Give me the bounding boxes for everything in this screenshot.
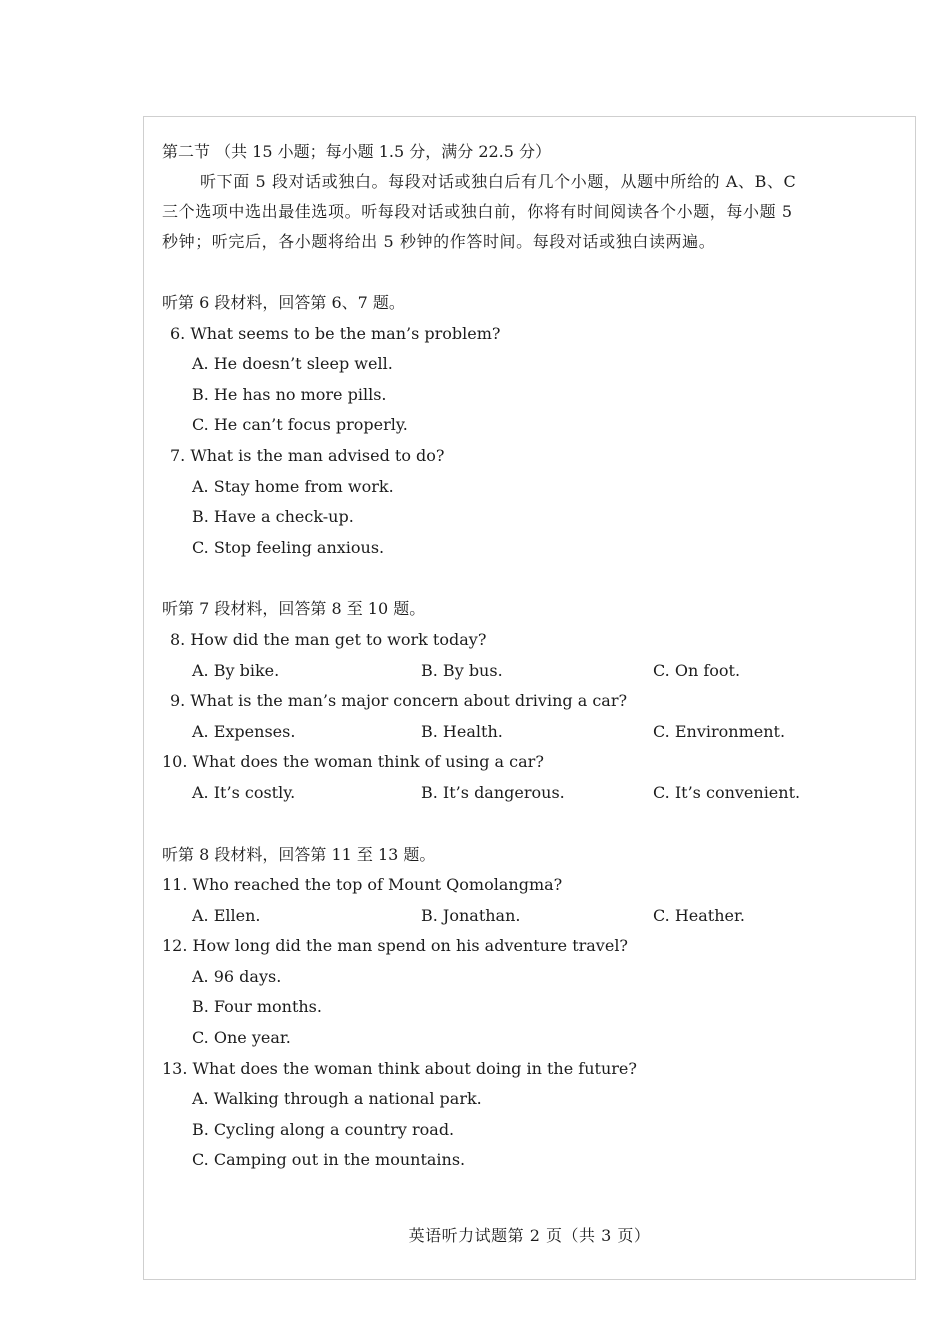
page-content xyxy=(162,137,874,1176)
option-8b: B. By bus. xyxy=(421,660,503,680)
option-8a: A. By bike. xyxy=(192,660,280,680)
question-11: 11. Who reached the top of Mount Qomolangma? xyxy=(162,875,563,895)
exam-page xyxy=(143,116,916,1280)
option-6b: B. He has no more pills. xyxy=(192,384,387,404)
option-8c: C. On foot. xyxy=(653,660,741,680)
options-row-10 xyxy=(162,778,874,809)
group-heading-7: 听第 7 段材料，回答第 8 至 10 题。 xyxy=(162,599,426,619)
question-9: 9. What is the man’s major concern about driving a car? xyxy=(170,691,628,711)
options-row-8 xyxy=(162,656,874,687)
option-10b: B. It’s dangerous. xyxy=(421,782,565,802)
question-8: 8. How did the man get to work today? xyxy=(170,629,487,649)
section-instructions-line-1: 听下面 5 段对话或独白。每段对话或独白后有几个小题，从题中所给的 A、B、C xyxy=(200,172,797,191)
question-7: 7. What is the man advised to do? xyxy=(170,445,445,465)
options-row-9 xyxy=(162,717,874,748)
option-12c: C. One year. xyxy=(192,1028,291,1048)
question-10: 10. What does the woman think of using a car? xyxy=(162,752,544,772)
section-instructions-line-3: 秒钟；听完后，各小题将给出 5 秒钟的作答时间。每段对话或独白读两遍。 xyxy=(162,232,716,251)
question-12: 12. How long did the man spend on his adventure travel? xyxy=(162,936,629,956)
option-13a: A. Walking through a national park. xyxy=(192,1089,482,1109)
option-9c: C. Environment. xyxy=(653,721,786,741)
option-7a: A. Stay home from work. xyxy=(192,476,394,496)
option-7b: B. Have a check-up. xyxy=(192,507,354,527)
option-10c: C. It’s convenient. xyxy=(653,782,801,802)
group-heading-8: 听第 8 段材料，回答第 11 至 13 题。 xyxy=(162,844,436,864)
option-12b: B. Four months. xyxy=(192,997,322,1017)
option-9b: B. Health. xyxy=(421,721,503,741)
question-6: 6. What seems to be the man’s problem? xyxy=(170,323,501,343)
option-11b: B. Jonathan. xyxy=(421,905,521,925)
page-footer: 英语听力试题第 2 页（共 3 页） xyxy=(408,1226,651,1245)
group-heading-6: 听第 6 段材料，回答第 6、7 题。 xyxy=(162,293,405,312)
options-row-11 xyxy=(162,901,874,932)
option-6a: A. He doesn’t sleep well. xyxy=(192,354,393,374)
option-7c: C. Stop feeling anxious. xyxy=(192,537,385,557)
section-title: 第二节 （共 15 小题；每小题 1.5 分，满分 22.5 分） xyxy=(162,142,552,161)
option-11a: A. Ellen. xyxy=(192,905,261,925)
option-13b: B. Cycling along a country road. xyxy=(192,1119,455,1139)
option-12a: A. 96 days. xyxy=(192,966,282,986)
option-6c: C. He can’t focus properly. xyxy=(192,415,408,435)
option-10a: A. It’s costly. xyxy=(192,782,296,802)
option-13c: C. Camping out in the mountains. xyxy=(192,1150,466,1170)
section-instructions-line-2: 三个选项中选出最佳选项。听每段对话或独白前，你将有时间阅读各个小题，每小题 5 xyxy=(162,202,793,221)
option-11c: C. Heather. xyxy=(653,905,745,925)
option-9a: A. Expenses. xyxy=(192,721,296,741)
question-13: 13. What does the woman think about doing in the future? xyxy=(162,1058,637,1078)
